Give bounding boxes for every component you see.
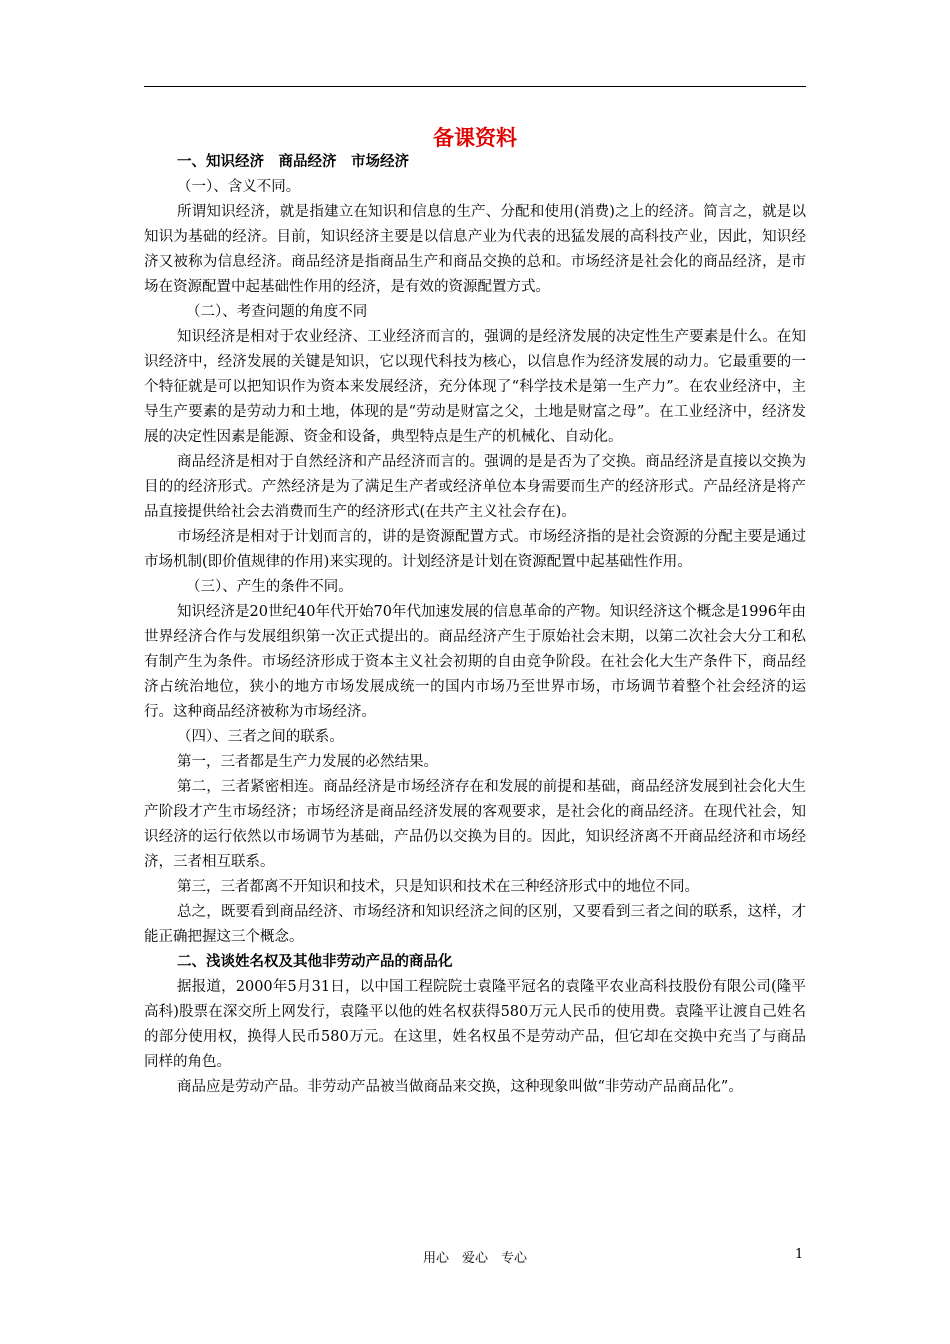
section-heading: 二、浅谈姓名权及其他非劳动产品的商品化 [177, 954, 453, 970]
paragraph: 市场经济是相对于计划而言的，讲的是资源配置方式。市场经济指的是社会资源的分配主要是通过市场机制(即价值规律的作用)来实现的。计划经济是计划在资源配置中起基础性作用。 [144, 529, 806, 570]
page-number: 1 [795, 1247, 804, 1262]
document-title: 备课资料 [433, 126, 517, 150]
paragraph: 知识经济是20世纪40年代开始70年代加速发展的信息革命的产物。知识经济这个概念是1996年由世界经济合作与发展组织第一次正式提出的。商品经济产生于原始社会末期，以第二次社会大分工和私有制产生为条件。市场经济形成于资本主义社会初期的自由竞争阶段。在社会化大生产条件下，商品经济占统治地位，狭小的地方市场发展成统一的国内市场乃至世界市场，市场调节着整个社会经济的运行。这种商品经济被称为市场经济。 [144, 604, 806, 720]
subsection-heading: （三）、产生的条件不同。 [186, 579, 353, 595]
subsection-heading: （二）、考查问题的角度不同 [186, 304, 368, 320]
paragraph: 第三，三者都离不开知识和技术，只是知识和技术在三种经济形式中的地位不同。 [177, 879, 699, 895]
paragraph: 知识经济是相对于农业经济、工业经济而言的，强调的是经济发展的决定性生产要素是什么。在知识经济中，经济发展的关键是知识，它以现代科技为核心，以信息作为经济发展的动力。它最重要的一个特征就是可以把知识作为资本来发展经济，充分体现了“科学技术是第一生产力”。在农业经济中，主导生产要素的是劳动力和土地，体现的是“劳动是财富之父，土地是财富之母”。在工业经济中，经济发展的决定性因素是能源、资金和设备，典型特点是生产的机械化、自动化。 [144, 329, 806, 445]
paragraph: 商品应是劳动产品。非劳动产品被当做商品来交换，这种现象叫做“非劳动产品商品化”。 [177, 1079, 743, 1095]
paragraph: 第一，三者都是生产力发展的必然结果。 [177, 754, 438, 770]
paragraph: 商品经济是相对于自然经济和产品经济而言的。强调的是是否为了交换。商品经济是直接以交换为目的的经济形式。产然经济是为了满足生产者或经济单位本身需要而生产的经济形式。产品经济是将产品直接提供给社会去消费而生产的经济形式(在共产主义社会存在)。 [144, 454, 806, 520]
header-rule [144, 86, 806, 87]
paragraph: 据报道，2000年5月31日，以中国工程院院士袁隆平冠名的袁隆平农业高科技股份有限公司(隆平高科)股票在深交所上网发行，袁隆平以他的姓名权获得580万元人民币的使用费。袁隆平让渡自己姓名的部分使用权，换得人民币580万元。在这里，姓名权虽不是劳动产品，但它却在交换中充当了与商品同样的角色。 [144, 979, 806, 1070]
paragraph: 总之，既要看到商品经济、市场经济和知识经济之间的区别，又要看到三者之间的联系，这样，才能正确把握这三个概念。 [144, 904, 806, 945]
document-body [144, 150, 806, 1100]
subsection-heading: （一）、含义不同。 [177, 179, 301, 195]
section-heading: 一、知识经济 商品经济 市场经济 [177, 154, 409, 170]
paragraph: 所谓知识经济，就是指建立在知识和信息的生产、分配和使用(消费)之上的经济。简言之，就是以知识为基础的经济。目前，知识经济主要是以信息产业为代表的迅猛发展的高科技产业，因此，知识经济又被称为信息经济。商品经济是指商品生产和商品交换的总和。市场经济是社会化的商品经济，是市场在资源配置中起基础性作用的经济，是有效的资源配置方式。 [144, 204, 806, 295]
paragraph: 第二，三者紧密相连。商品经济是市场经济存在和发展的前提和基础，商品经济发展到社会化大生产阶段才产生市场经济；市场经济是商品经济发展的客观要求，是社会化的商品经济。在现代社会，知识经济的运行依然以市场调节为基础，产品仍以交换为目的。因此，知识经济离不开商品经济和市场经济，三者相互联系。 [144, 779, 806, 870]
footer-slogan: 用心 爱心 专心 [422, 1251, 527, 1266]
subsection-heading: （四）、三者之间的联系。 [177, 729, 344, 745]
